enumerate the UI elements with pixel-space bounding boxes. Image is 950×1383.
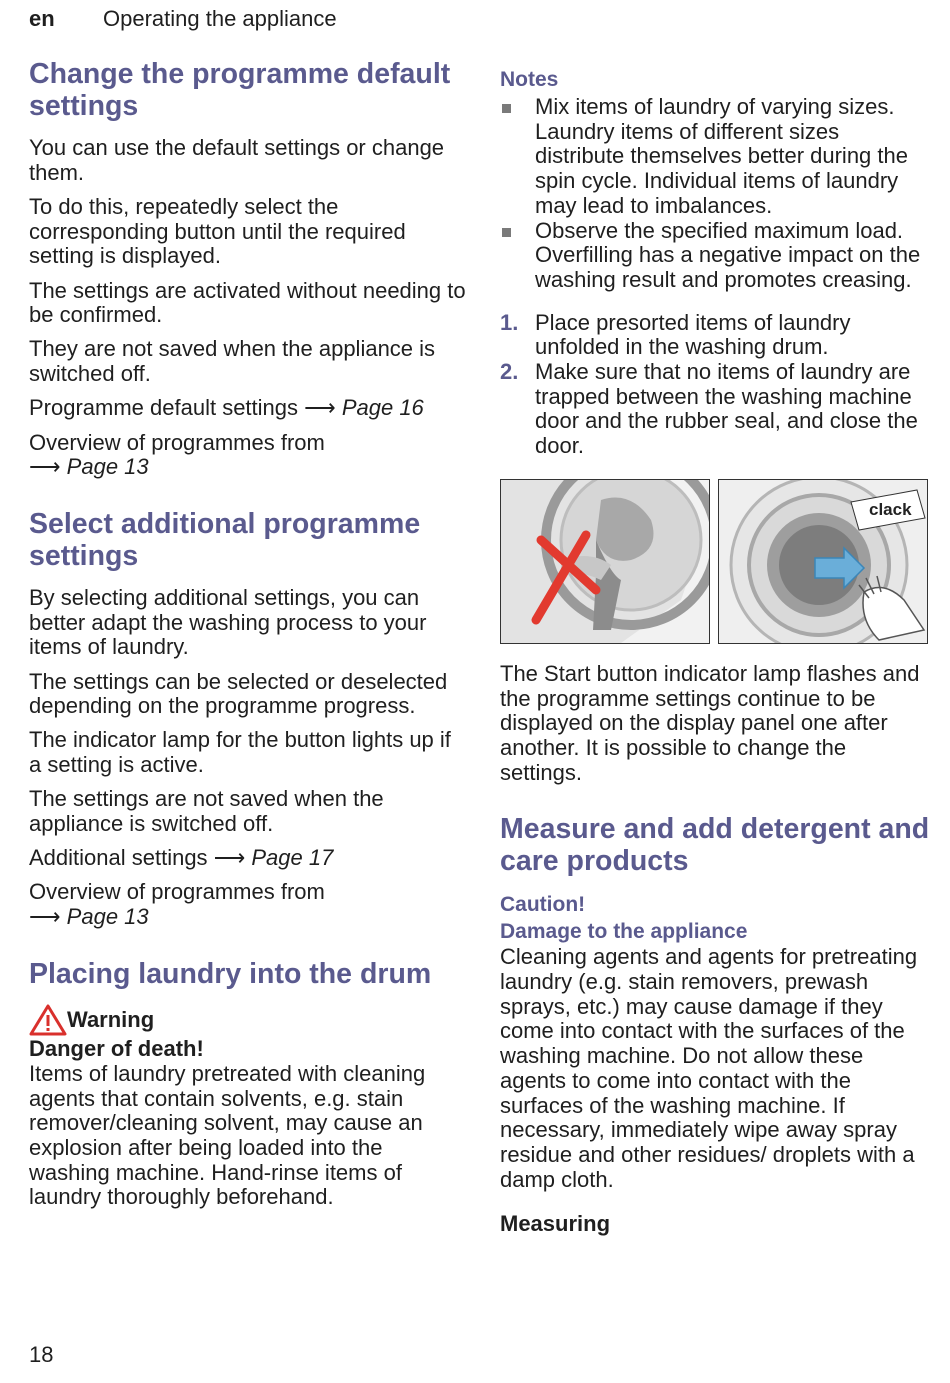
page-header [29, 6, 337, 32]
arrow-right-icon: ⟶ [29, 454, 61, 480]
section-heading: Placing laundry into the drum [29, 957, 432, 990]
caution-body: Cleaning agents and agents for pretreating laundry (e.g. stain removers, prewash sprays, etc.) may cause damage if they come into contact with the surfaces of the washing machine. Do not allow these agents to come into contact with the surfaces of the washing machine. If necessary, immediately wipe away spray residue and other residues/ droplets with a damp cloth. [500, 944, 918, 1192]
danger-text: Danger of death! [29, 1035, 204, 1061]
section-heading: Measure and add detergent and care products [500, 813, 930, 878]
damage-label: Damage to the appliance [500, 920, 748, 944]
illustration-trapped-laundry [500, 479, 710, 644]
section-heading: Select additional programme settings [29, 507, 421, 572]
language-code: en [29, 6, 55, 31]
warning-body: Items of laundry pretreated with cleaning agents that contain solvents, e.g. stain remover/cleaning solvent, may cause an explosion after being loaded into the washing machine. Hand-rinse items of laundry thoroughly beforehand. [29, 1060, 426, 1210]
subheading-measuring: Measuring [500, 1211, 611, 1237]
chapter-title: Operating the appliance [103, 6, 337, 31]
trapped-laundry-image [501, 480, 709, 643]
page-link[interactable]: Page 13 [66, 454, 149, 480]
cross-reference: Overview of programmes from ⟶ Page 13 [29, 429, 325, 480]
page-number: 18 [29, 1342, 54, 1367]
bullet-square-icon [502, 228, 511, 237]
page-link[interactable]: Page 17 [251, 845, 334, 871]
list-item: Mix items of laundry of varying sizes. Laundry items of different sizes distribute themselves better during the spin cycle. Individual items of laundry may lead to imbalances. [500, 95, 930, 219]
paragraph: The settings are not saved when the appliance is switched off. [29, 786, 384, 837]
step-number: 2. [500, 359, 519, 385]
page-link[interactable]: Page 16 [341, 395, 424, 421]
paragraph: They are not saved when the appliance is switched off. [29, 336, 436, 387]
caution-label: Caution! [500, 893, 586, 917]
step-number: 1. [500, 309, 519, 335]
paragraph: The settings are activated without needing to be confirmed. [29, 277, 466, 328]
cross-reference: Additional settings ⟶ Page 17 [29, 845, 334, 871]
warning-triangle-icon [29, 1004, 67, 1036]
arrow-right-icon: ⟶ [213, 845, 246, 871]
section-additional-settings [29, 508, 469, 930]
paragraph: The settings can be selected or deselected depending on the programme progress. [29, 668, 448, 719]
list-item: 1. Place presorted items of laundry unfolded in the washing drum. [500, 309, 851, 360]
warning-label: Warning [67, 1006, 155, 1032]
arrow-right-icon: ⟶ [304, 395, 336, 421]
notes-heading: Notes [500, 68, 559, 91]
section-placing-laundry [29, 958, 469, 1210]
cross-reference: Overview of programmes from ⟶ Page 13 [29, 879, 325, 930]
arrow-right-icon: ⟶ [29, 904, 61, 930]
paragraph: The indicator lamp for the button lights up if a setting is active. [29, 727, 451, 778]
list-item: Observe the specified maximum load. Overfilling has a negative impact on the washing result and promotes creasing. [500, 219, 930, 293]
paragraph: The Start button indicator lamp flashes and the programme settings continue to be displayed on the display panel one after another. It is possible to change the settings. [500, 660, 920, 785]
warning-heading [29, 1004, 469, 1036]
left-column [29, 58, 469, 1220]
steps-list [500, 311, 930, 459]
section-heading: Change the programme default settings [29, 58, 451, 122]
clack-label: clack [869, 499, 912, 519]
cross-reference: Programme default settings ⟶ Page 16 [29, 395, 424, 421]
illustrations [500, 479, 930, 644]
illustration-close-door [718, 479, 928, 644]
page-link[interactable]: Page 13 [66, 904, 149, 930]
section-measure-detergent [500, 813, 930, 1237]
notes-list [500, 95, 930, 293]
list-item: 2. Make sure that no items of laundry are trapped between the washing machine door and the rubber seal, and close the door. [500, 359, 918, 459]
paragraph: To do this, repeatedly select the corresponding button until the required setting is displayed. [29, 193, 406, 269]
section-change-defaults [29, 58, 469, 480]
paragraph: You can use the default settings or change them. [29, 135, 445, 185]
bullet-square-icon [502, 104, 511, 113]
paragraph: By selecting additional settings, you can better adapt the washing process to your items of laundry. [29, 584, 427, 660]
right-column [500, 62, 930, 1247]
